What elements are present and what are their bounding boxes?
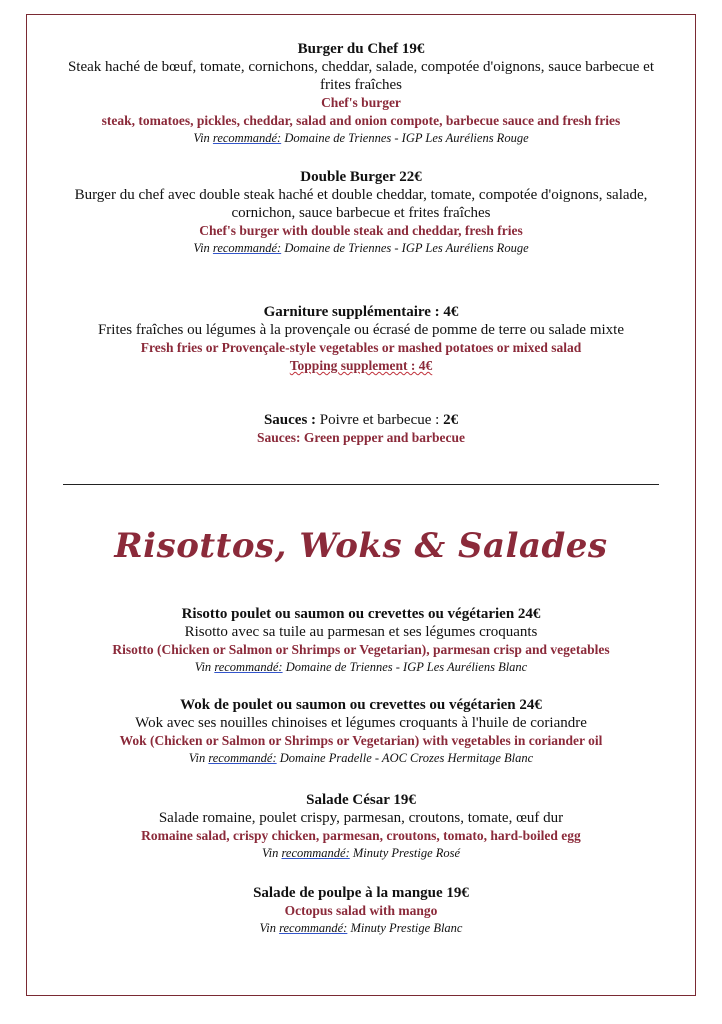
menu-item-wok	[26, 696, 696, 766]
menu-item-double-burger	[26, 168, 696, 256]
sauces-line	[26, 411, 696, 429]
item-title: Garniture supplémentaire : 4€	[263, 304, 459, 320]
item-english-topping: Topping supplement : 4€	[289, 358, 433, 373]
sauces-label: Sauces :	[263, 412, 317, 428]
item-description: Wok avec ses nouilles chinoises et légumes croquants à l'huile de coriandre	[135, 715, 587, 731]
wine-prefix: Vin	[193, 241, 213, 255]
item-description: Burger du chef avec double steak haché et double cheddar, tomate, compotée d'oignons, salade, cornichon, sauce barbecue et frites fraîches	[74, 187, 648, 221]
menu-item-risotto	[26, 605, 696, 675]
item-title: Wok de poulet ou saumon ou crevettes ou végétarien 24€	[180, 697, 542, 713]
item-wine-recommendation	[26, 845, 696, 861]
item-title: Double Burger 22€	[300, 169, 422, 185]
wine-prefix: Vin	[193, 131, 213, 145]
menu-item-burger-du-chef	[26, 40, 696, 146]
menu-item-garniture	[26, 303, 696, 375]
section-title: Risottos, Woks & Salades	[114, 526, 608, 566]
item-wine-recommendation	[26, 920, 696, 936]
item-wine-recommendation	[26, 659, 696, 675]
item-english-description: Romaine salad, crispy chicken, parmesan, croutons, tomato, hard-boiled egg	[141, 828, 581, 843]
item-english-description: steak, tomatoes, pickles, cheddar, salad and onion compote, barbecue sauce and fresh fries	[101, 113, 621, 128]
sauces-price: 2€	[443, 412, 459, 428]
item-english-description: Chef's burger with double steak and cheddar, fresh fries	[199, 223, 523, 238]
item-wine-recommendation	[26, 750, 696, 766]
item-english-description: Wok (Chicken or Salmon or Shrimps or Vegetarian) with vegetables in coriander oil	[119, 733, 603, 748]
section-divider	[63, 484, 659, 485]
item-english-description: Fresh fries or Provençale-style vegetables or mashed potatoes or mixed salad	[140, 340, 582, 355]
item-description: Risotto avec sa tuile au parmesan et ses légumes croquants	[184, 624, 538, 640]
item-title: Salade de poulpe à la mangue 19€	[253, 885, 469, 901]
item-english-description: Octopus salad with mango	[284, 903, 438, 918]
wine-label: recommandé:	[281, 846, 350, 860]
menu-item-salade-poulpe	[26, 884, 696, 936]
item-title: Salade César 19€	[306, 792, 416, 808]
wine-label: recommandé:	[208, 751, 277, 765]
sauces-text: Poivre et barbecue :	[316, 412, 444, 428]
wine-prefix: Vin	[188, 751, 209, 765]
wine-name: Minuty Prestige Blanc	[347, 921, 463, 935]
item-description: Steak haché de bœuf, tomate, cornichons, cheddar, salade, compotée d'oignons, sauce barbecue et frites fraîches	[67, 59, 655, 93]
item-title: Burger du Chef 19€	[297, 41, 425, 57]
wine-prefix: Vin	[259, 921, 280, 935]
wine-label: recommandé:	[279, 921, 348, 935]
wine-prefix: Vin	[261, 846, 282, 860]
item-title: Risotto poulet ou saumon ou crevettes ou végétarien 24€	[181, 606, 541, 622]
menu-item-salade-cesar	[26, 791, 696, 861]
item-english-title: Chef's burger	[321, 95, 401, 110]
item-description: Salade romaine, poulet crispy, parmesan, croutons, tomate, œuf dur	[158, 810, 564, 826]
item-wine-recommendation	[26, 130, 696, 146]
wine-label: recommandé:	[214, 660, 283, 674]
wine-label: recommandé:	[212, 241, 282, 255]
wine-name: Domaine de Triennes - IGP Les Auréliens Blanc	[282, 660, 528, 674]
wine-name: Domaine de Triennes - IGP Les Auréliens Rouge	[281, 131, 529, 145]
menu-item-sauces	[26, 411, 696, 447]
item-english-description: Risotto (Chicken or Salmon or Shrimps or Vegetarian), parmesan crisp and vegetables	[112, 642, 610, 657]
wine-name: Minuty Prestige Rosé	[349, 846, 461, 860]
wine-label: recommandé:	[212, 131, 282, 145]
wine-prefix: Vin	[194, 660, 215, 674]
wine-name: Domaine Pradelle - AOC Crozes Hermitage Blanc	[276, 751, 534, 765]
item-wine-recommendation	[26, 240, 696, 256]
item-description: Frites fraîches ou légumes à la provençale ou écrasé de pomme de terre ou salade mixte	[97, 322, 625, 338]
item-english-description: Sauces: Green pepper and barbecue	[256, 430, 465, 445]
wine-name: Domaine de Triennes - IGP Les Auréliens Rouge	[281, 241, 529, 255]
